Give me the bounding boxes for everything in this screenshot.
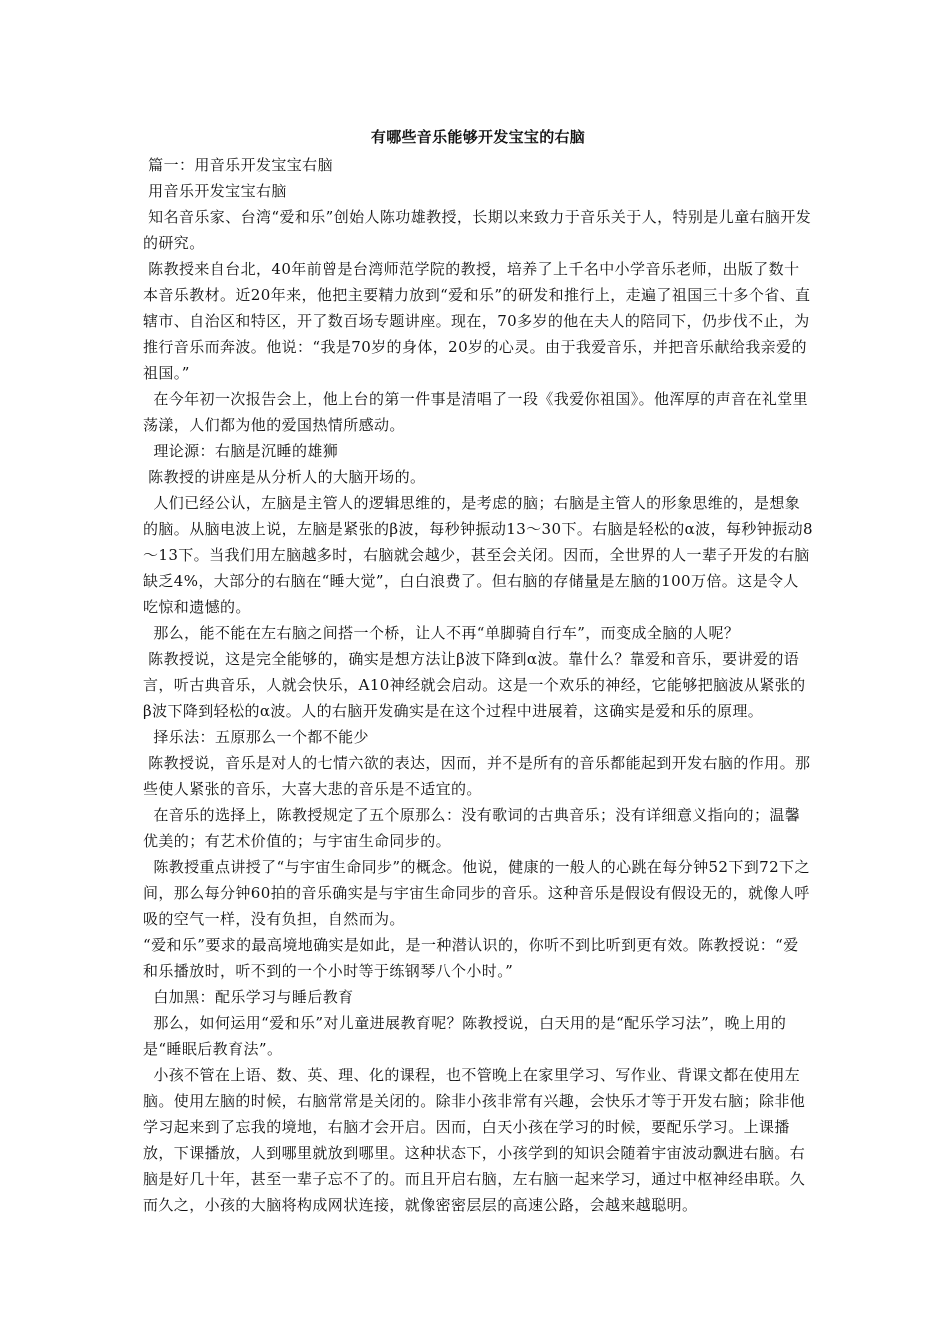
section-heading: 择乐法：五原那么一个都不能少 [143,728,369,746]
paragraph: 小孩不管在上语、数、英、理、化的课程，也不管晚上在家里学习、写作业、背课文都在使用左脑。使用左脑的时候，右脑常常是关闭的。除非小孩非常有兴趣，会快乐才等于开发右脑；除非他学习起来到了忘我的境地，右脑才会开启。因而，白天小孩在学习的时候，要配乐学习。上课播放，下课播放，人到哪里就放到哪里。这种状态下，小孩学到的知识会随着宇宙波动飘进右脑。右脑是好几十年，甚至一辈子忘不了的。而且开启右脑，左右脑一起来学习，通过中枢神经串联。久而久之，小孩的大脑将构成网状连接，就像密密层层的高速公路，会越来越聪明。 [143,1066,806,1214]
paragraph: 在今年初一次报告会上，他上台的第一件事是清唱了一段《我爱你祖国》。他浑厚的声音在礼堂里荡漾，人们都为他的爱国热情所感动。 [143,390,809,434]
paragraph: 陈教授说，音乐是对人的七情六欲的表达，因而，并不是所有的音乐都能起到开发右脑的作用。那些使人紧张的音乐，大喜大悲的音乐是不适宜的。 [143,754,811,798]
paragraph: 在音乐的选择上，陈教授规定了五个原那么：没有歌词的古典音乐；没有详细意义指向的；温馨优美的；有艺术价值的；与宇宙生命同步的。 [143,806,801,850]
section-heading: 白加黑：配乐学习与睡后教育 [143,988,354,1006]
section-heading: 理论源：右脑是沉睡的雄狮 [143,442,339,460]
paragraph: 陈教授来自台北，40年前曾是台湾师范学院的教授，培养了上千名中小学音乐老师，出版了数十本音乐教材。近20年来，他把主要精力放到“爱和乐”的研发和推行上，走遍了祖国三十多个省、直辖市、自治区和特区，开了数百场专题讲座。现在，70多岁的他在夫人的陪同下，仍步伐不止，为推行音乐而奔波。他说：“我是70岁的身体，20岁的心灵。由于我爱音乐，并把音乐献给我亲爱的祖国。” [143,260,811,382]
paragraph: “爱和乐”要求的最高境地确实是如此，是一种潜认识的，你听不到比听到更有效。陈教授说：“爱和乐播放时，听不到的一个小时等于练钢琴八个小时。” [143,936,799,980]
subtitle-heading: 用音乐开发宝宝右脑 [143,182,287,200]
paragraph: 知名音乐家、台湾“爱和乐”创始人陈功雄教授，长期以来致力于音乐关于人，特别是儿童右脑开发的研究。 [143,208,812,252]
paragraph: 陈教授重点讲授了“与宇宙生命同步”的概念。他说，健康的一般人的心跳在每分钟52下到72下之间，那么每分钟60拍的音乐确实是与宇宙生命同步的音乐。这种音乐是假设有假设无的，就像人呼吸的空气一样，没有负担，自然而为。 [143,858,810,928]
document-page [143,126,813,1218]
subtitle-part-one: 篇一：用音乐开发宝宝右脑 [143,156,333,174]
paragraph: 陈教授的讲座是从分析人的大脑开场的。 [143,468,426,486]
document-body [143,152,813,1218]
paragraph: 那么，如何运用“爱和乐”对儿童进展教育呢？陈教授说，白天用的是“配乐学习法”，晚上用的是“睡眠后教育法”。 [143,1014,787,1058]
paragraph: 陈教授说，这是完全能够的，确实是想方法让β波下降到α波。靠什么？靠爱和音乐，要讲爱的语言，听古典音乐，人就会快乐，A10神经就会启动。这是一个欢乐的神经，它能够把脑波从紧张的β波下降到轻松的α波。人的右脑开发确实是在这个过程中进展着，这确实是爱和乐的原理。 [143,650,806,720]
paragraph: 那么，能不能在左右脑之间搭一个桥，让人不再“单脚骑自行车”，而变成全脑的人呢？ [143,624,740,642]
document-title: 有哪些音乐能够开发宝宝的右脑 [370,128,586,146]
paragraph: 人们已经公认，左脑是主管人的逻辑思维的，是考虑的脑；右脑是主管人的形象思维的，是想象的脑。从脑电波上说，左脑是紧张的β波，每秒钟振动13～30下。右脑是轻松的α波，每秒钟振动8～13下。当我们用左脑越多时，右脑就会越少，甚至会关闭。因而，全世界的人一辈子开发的右脑缺乏4%，大部分的右脑在“睡大觉”，白白浪费了。但右脑的存储量是左脑的100万倍。这是令人吃惊和遗憾的。 [143,494,813,616]
